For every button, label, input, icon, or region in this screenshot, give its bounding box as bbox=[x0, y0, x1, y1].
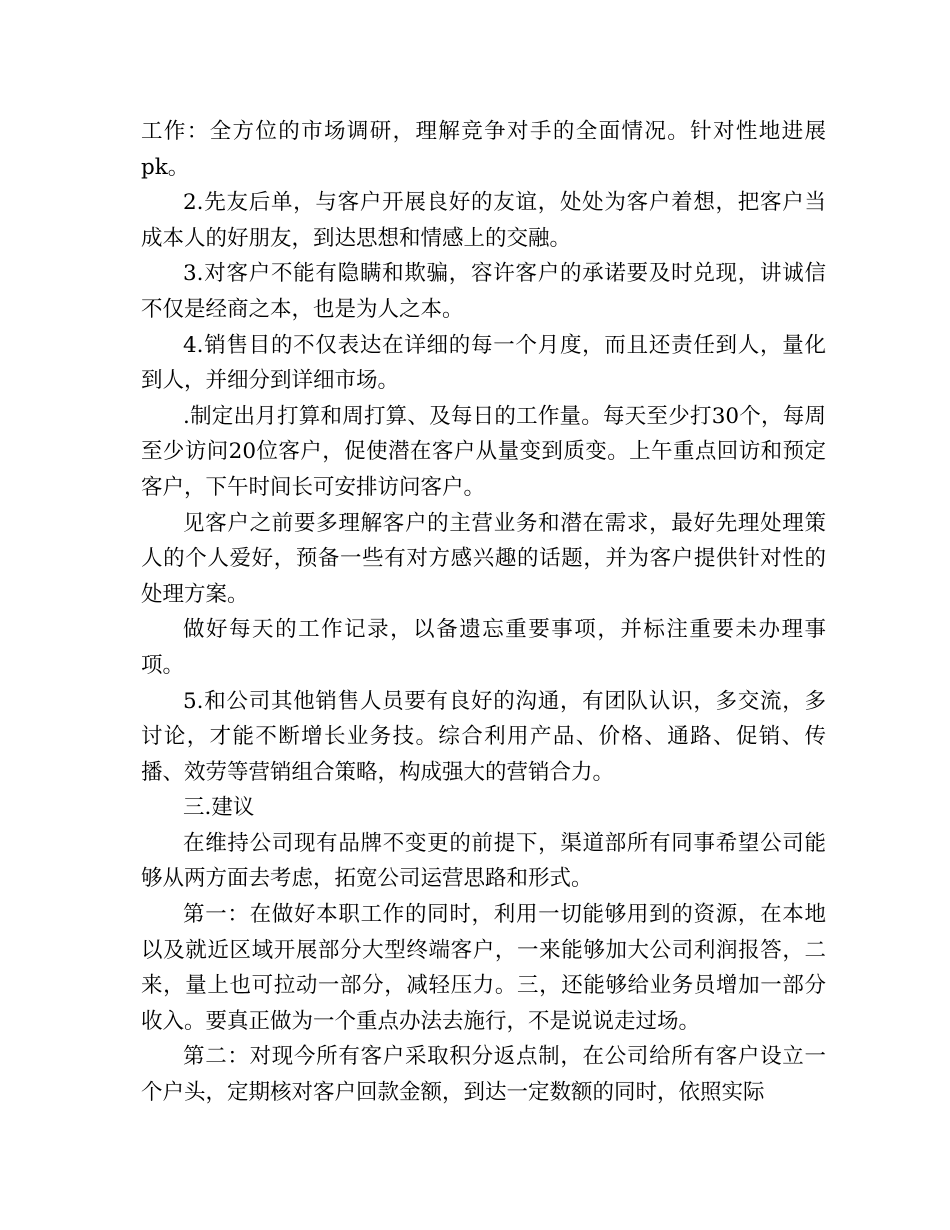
paragraph-workload: .制定出月打算和周打算、及每日的工作量。每天至少打30个，每周至少访问20位客户，促使潜在客户从量变到质变。上午重点回访和预定客户，下午时间长可安排访问客户。 bbox=[141, 403, 826, 500]
paragraph-continuation: 工作：全方位的市场调研，理解竞争对手的全面情况。针对性地进展pk。 bbox=[141, 119, 826, 180]
paragraph-item-2: 2.先友后单，与客户开展良好的友谊，处处为客户着想，把客户当成本人的好朋友，到达思想和情感上的交融。 bbox=[141, 190, 826, 251]
paragraph-suggestion-intro: 在维持公司现有品牌不变更的前提下，渠道部所有同事希望公司能够从两方面去考虑，拓宽公司运营思路和形式。 bbox=[141, 830, 826, 892]
section-heading-suggestions: 三.建议 bbox=[183, 795, 255, 821]
paragraph-work-record: 做好每天的工作记录，以备遗忘重要事项，并标注重要未办理事项。 bbox=[141, 617, 826, 678]
paragraph-item-3: 3.对客户不能有隐瞒和欺骗，容许客户的承诺要及时兑现，讲诚信不仅是经商之本，也是为人之本。 bbox=[141, 261, 826, 322]
paragraph-item-4: 4.销售目的不仅表达在详细的每一个月度，而且还责任到人，量化到人，并细分到详细市场。 bbox=[141, 332, 826, 394]
paragraph-suggestion-first: 第一：在做好本职工作的同时，利用一切能够用到的资源，在本地以及就近区域开展部分大型终端客户，一来能够加大公司利润报答，二来，量上也可拉动一部分，减轻压力。三，还能够给业务员增加一部分收入。要真正做为一个重点办法去施行，不是说说走过场。 bbox=[141, 902, 826, 1034]
document-body bbox=[141, 114, 826, 1111]
paragraph-item-5: 5.和公司其他销售人员要有良好的沟通，有团队认识，多交流，多讨论，才能不断增长业务技。综合利用产品、价格、通路、促销、传播、效劳等营销组合策略，构成强大的营销合力。 bbox=[141, 688, 826, 785]
paragraph-suggestion-second: 第二：对现今所有客户采取积分返点制，在公司给所有客户设立一个户头，定期核对客户回款金额，到达一定数额的同时，依照实际 bbox=[141, 1044, 826, 1106]
paragraph-client-prep: 见客户之前要多理解客户的主营业务和潜在需求，最好先理处理策人的个人爱好，预备一些有对方感兴趣的话题，并为客户提供针对性的处理方案。 bbox=[141, 510, 826, 607]
